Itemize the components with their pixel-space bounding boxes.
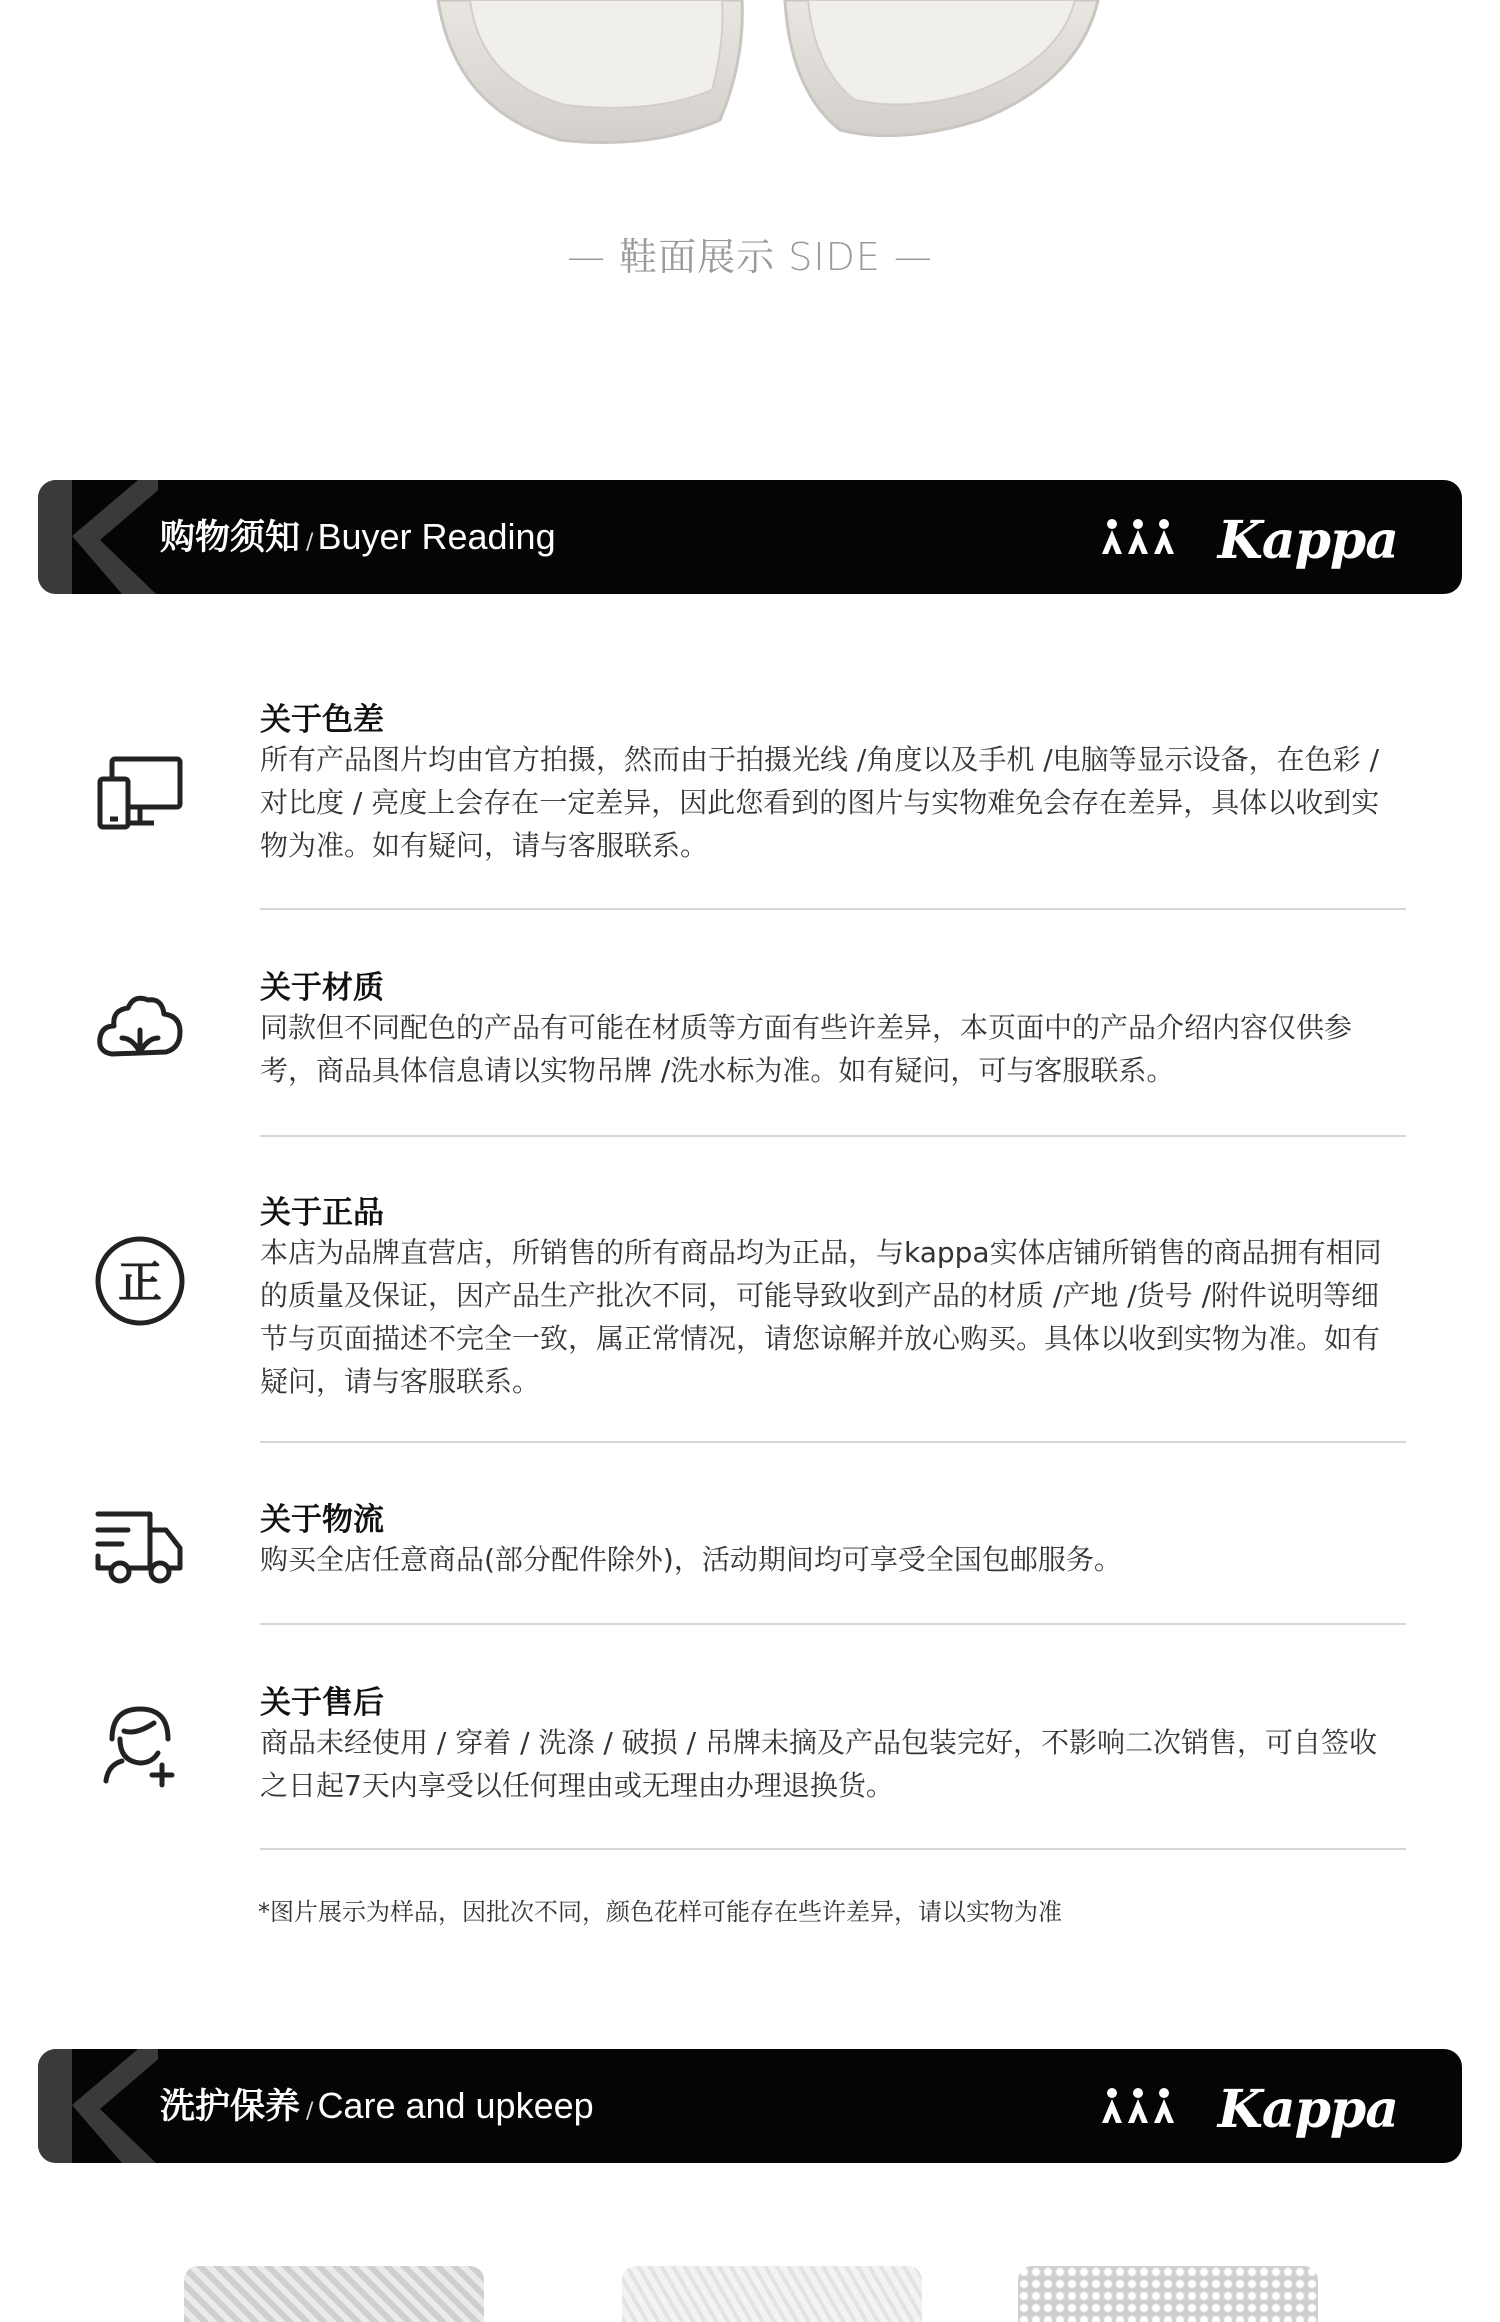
customer-service-icon bbox=[92, 1695, 188, 1791]
banner-title bbox=[160, 480, 556, 594]
section-body: 所有产品图片均由官方拍摄，然而由于拍摄光线 /角度以及手机 /电脑等显示设备，在色彩 / 对比度 / 亮度上会存在一定差异，因此您看到的图片与实物难免会存在差异，具体以收到实物为准。如有疑问，请与客服联系。 bbox=[260, 743, 1380, 862]
divider bbox=[260, 1135, 1406, 1137]
kappa-omini-icon bbox=[1098, 2085, 1178, 2125]
brand-name: Kappa bbox=[1217, 2079, 1398, 2140]
cotton-icon bbox=[92, 982, 188, 1078]
delivery-truck-icon bbox=[92, 1502, 188, 1598]
divider bbox=[260, 1848, 1406, 1850]
svg-text:正: 正 bbox=[118, 1257, 162, 1308]
section-heading: 关于色差 bbox=[260, 702, 384, 738]
k-mark-icon bbox=[38, 2049, 158, 2163]
banner-title-separator: / bbox=[306, 2099, 314, 2124]
section-body: 购买全店任意商品(部分配件除外)，活动期间均可享受全国包邮服务。 bbox=[260, 1543, 1122, 1576]
banner-title-cn: 洗护保养 bbox=[160, 2087, 301, 2127]
section-body: 商品未经使用 / 穿着 / 洗涤 / 破损 / 吊牌未摘及产品包装完好，不影响二次销售，可自签收之日起7天内享受以任何理由或无理由办理退换货。 bbox=[260, 1726, 1377, 1802]
divider bbox=[260, 1441, 1406, 1443]
shoe-image bbox=[0, 0, 1500, 300]
banner-title-separator: / bbox=[306, 530, 314, 555]
divider bbox=[260, 1623, 1406, 1625]
divider bbox=[260, 908, 1406, 910]
banner-title-en: Care and upkeep bbox=[317, 2085, 594, 2126]
fabric-swatch-mesh bbox=[184, 2266, 484, 2322]
banner-title bbox=[160, 2049, 594, 2163]
k-mark-icon bbox=[38, 480, 158, 594]
devices-icon bbox=[92, 745, 188, 841]
care-banner bbox=[38, 2049, 1462, 2163]
shoe-caption: — 鞋面展示 SIDE — bbox=[567, 235, 933, 279]
brand-name: Kappa bbox=[1217, 510, 1398, 571]
kappa-omini-icon bbox=[1098, 516, 1178, 556]
disclaimer-note: *图片展示为样品，因批次不同，颜色花样可能存在些许差异，请以实物为准 bbox=[258, 1898, 1062, 1926]
section-heading: 关于正品 bbox=[260, 1195, 384, 1231]
banner-title-cn: 购物须知 bbox=[160, 518, 301, 558]
fabric-swatch-knit bbox=[1018, 2266, 1318, 2322]
kappa-logo bbox=[1098, 2077, 1398, 2140]
section-heading: 关于售后 bbox=[260, 1685, 384, 1721]
section-heading: 关于物流 bbox=[260, 1502, 384, 1538]
kappa-logo bbox=[1098, 508, 1398, 571]
buyer-reading-banner bbox=[38, 480, 1462, 594]
banner-title-en: Buyer Reading bbox=[317, 516, 556, 557]
section-body: 本店为品牌直营店，所销售的所有商品均为正品，与kappa实体店铺所销售的商品拥有相同的质量及保证，因产品生产批次不同，可能导致收到产品的材质 /产地 /货号 /附件说明等细节与页面描述不完全一致，属正常情况，请您谅解并放心购买。具体以收到实物为准。如有疑问，请与客服联系。 bbox=[260, 1236, 1382, 1398]
section-body: 同款但不同配色的产品有可能在材质等方面有些许差异，本页面中的产品介绍内容仅供参考，商品具体信息请以实物吊牌 /洗水标为准。如有疑问，可与客服联系。 bbox=[260, 1011, 1353, 1087]
section-heading: 关于材质 bbox=[260, 970, 384, 1006]
fabric-swatch-synthetic bbox=[622, 2266, 922, 2322]
authentic-icon bbox=[92, 1233, 188, 1329]
